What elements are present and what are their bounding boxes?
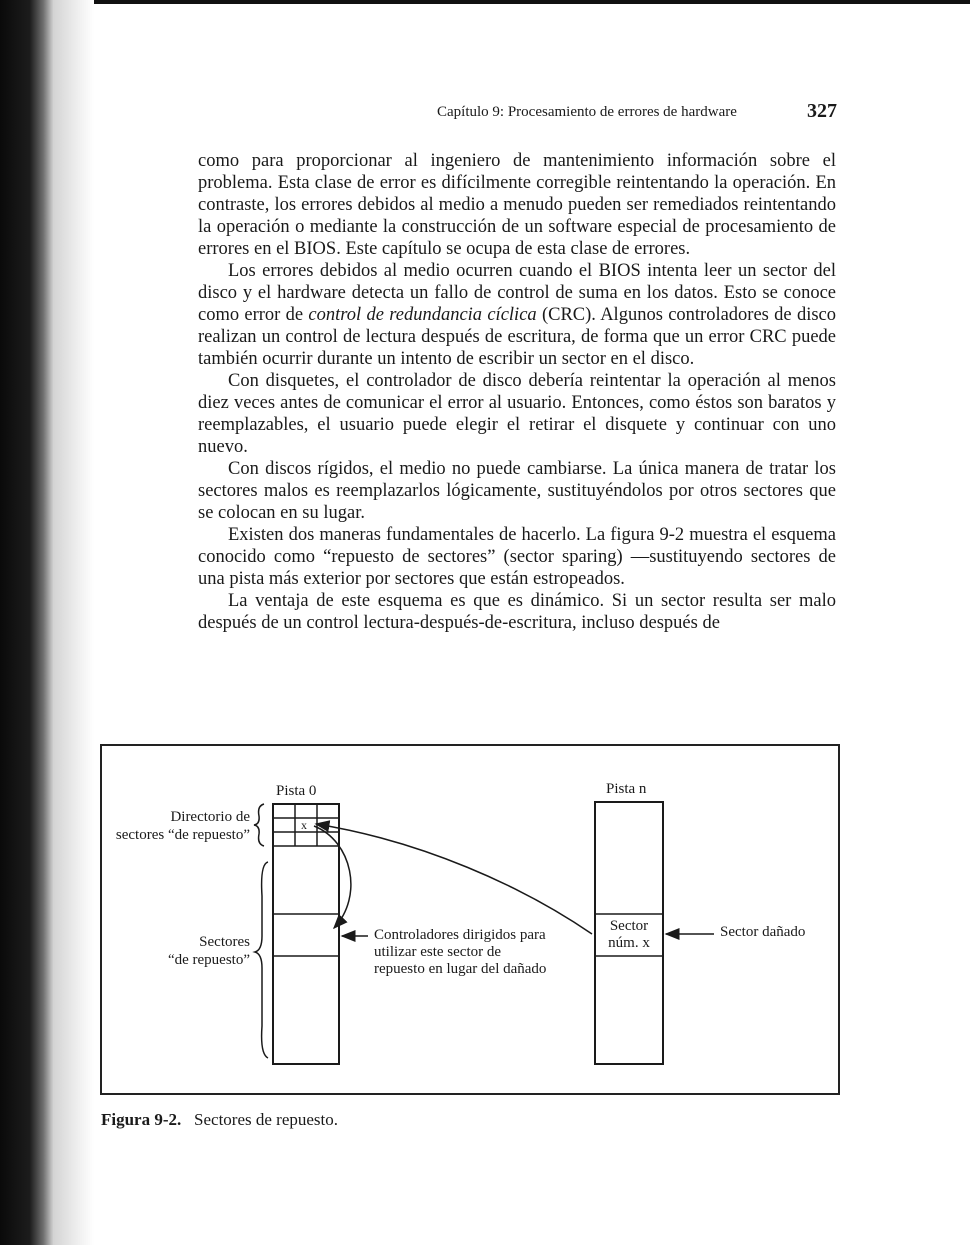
- italic-term: control de redundancia cíclica: [308, 305, 537, 325]
- scan-inner-margin: [54, 0, 94, 1245]
- caption-label: Figura 9-2.: [101, 1110, 182, 1129]
- paragraph: [198, 260, 836, 370]
- running-title: Capítulo 9: Procesamiento de errores de hardware: [437, 104, 737, 120]
- controller-note: repuesto en lugar del dañado: [374, 961, 547, 977]
- caption-text: Sectores de repuesto.: [194, 1110, 339, 1129]
- damaged-sector-text: núm. x: [608, 935, 650, 951]
- paragraph-text: Los errores debidos al medio ocurren cuando el BIOS intenta leer un sector del disco y el hardware detecta un fallo de control de suma en los datos. Esto se conoce como error de: [198, 261, 836, 325]
- directory-label: sectores “de repuesto”: [115, 827, 250, 843]
- spare-sectors-label: Sectores: [199, 934, 250, 950]
- directory-to-spare-arrow: [314, 826, 351, 928]
- running-header: [437, 100, 837, 124]
- controller-note: utilizar este sector de: [374, 944, 502, 960]
- directory-cell-mark: x: [301, 818, 307, 832]
- directory-label: Directorio de: [170, 809, 250, 825]
- scan-binding-shadow: [0, 0, 54, 1245]
- figure-caption: [101, 1110, 338, 1130]
- page-number: 327: [807, 100, 837, 122]
- trackn-label: Pista n: [606, 781, 647, 797]
- paragraph: Existen dos maneras fundamentales de hacerlo. La figura 9-2 muestra el esquema conocido como “repuesto de sectores” (sector sparing) —sustituyendo sectores de una pista más exterior por sectores que están estropeados.: [198, 525, 836, 589]
- directory-brace: [254, 804, 264, 846]
- damaged-sector-label: Sector dañado: [720, 924, 806, 940]
- damaged-sector-text: Sector: [609, 918, 649, 934]
- paragraph: Con disquetes, el controlador de disco debería reintentar la operación al menos diez veces antes de comunicar el error al usuario. Entonces, como éstos son baratos y reemplazables, el usuario puede elegir el retirar el disquete y continuar con uno nuevo.: [198, 371, 836, 457]
- track0-label: Pista 0: [276, 783, 317, 799]
- sector-sparing-diagram: [102, 746, 842, 1097]
- body-text: [198, 150, 836, 634]
- scan-top-edge: [0, 0, 970, 4]
- paragraph: como para proporcionar al ingeniero de mantenimiento información sobre el problema. Esta clase de error es difícilmente corregible reintentando la operación. En contraste, los errores debidos al medio a menudo pueden ser remediados reintentando la operación o mediante la construcción de un software especial de procesamiento de errores en el BIOS. Este capítulo se ocupa de esta clase de errores.: [198, 151, 836, 259]
- figure-9-2: [100, 744, 840, 1095]
- damaged-to-directory-arrow: [316, 824, 592, 934]
- paragraph-text: (CRC). Algunos controladores de disco realizan un control de lectura después de escritura, de forma que un error CRC puede también ocurrir durante un intento de escribir un sector en el disco.: [198, 305, 836, 369]
- paragraph: La ventaja de este esquema es que es dinámico. Si un sector resulta ser malo después de un control lectura-después-de-escritura, incluso después de: [198, 591, 836, 633]
- controller-note: Controladores dirigidos para: [374, 927, 546, 943]
- spare-sectors-brace: [255, 862, 268, 1058]
- paragraph: Con discos rígidos, el medio no puede cambiarse. La única manera de tratar los sectores malos es reemplazarlos lógicamente, sustituyéndolos por otros sectores que se colocan en su lugar.: [198, 459, 836, 523]
- track0-column: [273, 804, 339, 1064]
- spare-sectors-label: “de repuesto”: [167, 952, 250, 968]
